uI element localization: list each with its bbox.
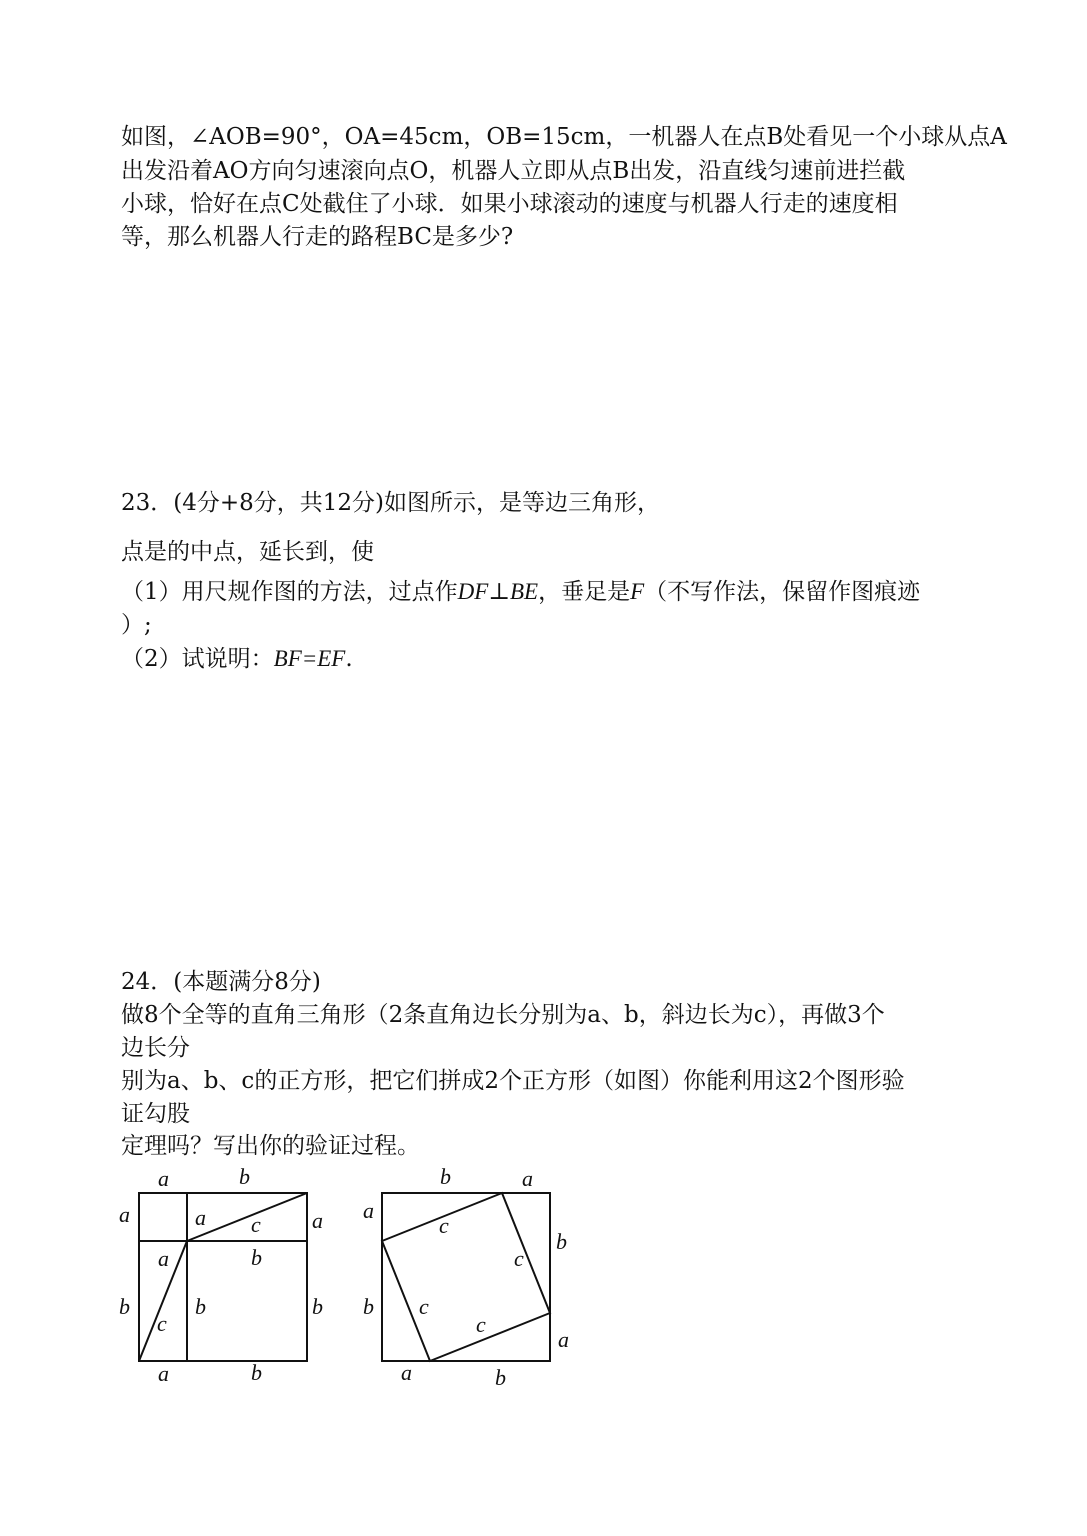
q22-line-3: 小球，恰好在点C处截住了小球．如果小球滚动的速度与机器人行走的速度相: [121, 191, 898, 217]
q23-part-1-suffix: （不写作法，保留作图痕迹: [644, 579, 921, 605]
q23-part-1-df: DF: [457, 579, 489, 604]
fig2-inner-label-c-top: c: [439, 1213, 449, 1238]
fig2-bottom-label-a: a: [401, 1360, 412, 1385]
q23-part-2-prefix: （2）试说明：: [121, 646, 274, 672]
fig2-top-label-a: a: [522, 1166, 533, 1191]
fig2-inner-label-c-right: c: [514, 1246, 524, 1271]
fig1-left-label-a: a: [119, 1202, 130, 1227]
q23-part-2-end: .: [345, 646, 353, 672]
q23-part-1-end: ）;: [121, 612, 152, 638]
fig2-right-label-a: a: [558, 1327, 569, 1352]
q24-line-4: 别为a、b、c的正方形，把它们拼成2个正方形（如图）你能利用这2个图形验: [121, 1068, 905, 1094]
fig1-inner-label-b1: b: [251, 1245, 262, 1270]
fig2-right-label-b: b: [556, 1229, 567, 1254]
fig1-inner-label-a2: a: [158, 1246, 169, 1271]
q23-line-2: 点是的中点，延长到，使: [121, 539, 374, 565]
fig1-right-label-b: b: [312, 1294, 323, 1319]
fig2-inner-label-c-bottom: c: [476, 1312, 486, 1337]
q23-part-1-f: F: [630, 579, 645, 604]
fig1-top-label-b: b: [239, 1164, 250, 1189]
q23-part-1-mid: ，垂足是: [538, 579, 631, 605]
fig2-left-label-b: b: [363, 1294, 374, 1319]
q24-line-3: 边长分: [121, 1035, 190, 1061]
q24-line-5: 证勾股: [121, 1101, 190, 1127]
fig2-inner-label-c-left: c: [419, 1294, 429, 1319]
q24-line-2: 做8个全等的直角三角形（2条直角边长分别为a、b，斜边长为c），再做3个: [121, 1002, 885, 1028]
fig1-left-label-b: b: [119, 1294, 130, 1319]
q22-line-2: 出发沿着AO方向匀速滚向点O，机器人立即从点B出发，沿直线匀速前进拦截: [121, 158, 906, 184]
fig1-inner-label-c1: c: [251, 1212, 261, 1237]
q23-part-1-prefix: （1）用尺规作图的方法，过点作: [121, 579, 458, 605]
figure-1: [110, 1160, 350, 1400]
q23-part-1-be: BE: [509, 579, 539, 604]
fig2-left-label-a: a: [363, 1198, 374, 1223]
fig2-bottom-label-b: b: [495, 1365, 506, 1390]
fig1-top-label-a: a: [158, 1166, 169, 1191]
q24-line-6: 定理吗？写出你的验证过程。: [121, 1133, 420, 1159]
fig1-bottom-label-a: a: [158, 1361, 169, 1386]
q23-part-1-perp: ⊥: [488, 579, 510, 605]
fig2-inner-square: [382, 1193, 550, 1361]
q23-part-2-math: BF=EF: [273, 646, 346, 671]
q22-line-4: 等，那么机器人行走的路程BC是多少?: [121, 224, 514, 250]
fig1-inner-label-b2: b: [195, 1294, 206, 1319]
q23-title: 23．(4分+8分，共12分)如图所示，是等边三角形，: [121, 490, 661, 516]
fig1-right-label-a: a: [312, 1208, 323, 1233]
fig2-top-label-b: b: [440, 1164, 451, 1189]
q24-title: 24．(本题满分8分): [121, 969, 321, 995]
q22-line-1: 如图，∠AOB=90°，OA=45cm，OB=15cm，一机器人在点B处看见一个小球从点A: [121, 124, 1007, 150]
figure-2: [355, 1160, 595, 1400]
fig1-inner-label-a1: a: [195, 1205, 206, 1230]
fig2-outer-square: [382, 1193, 550, 1361]
fig1-inner-label-c2: c: [157, 1311, 167, 1336]
q23-part-2: [121, 643, 353, 675]
q23-part-1: [121, 576, 920, 608]
fig1-bottom-label-b: b: [251, 1360, 262, 1385]
